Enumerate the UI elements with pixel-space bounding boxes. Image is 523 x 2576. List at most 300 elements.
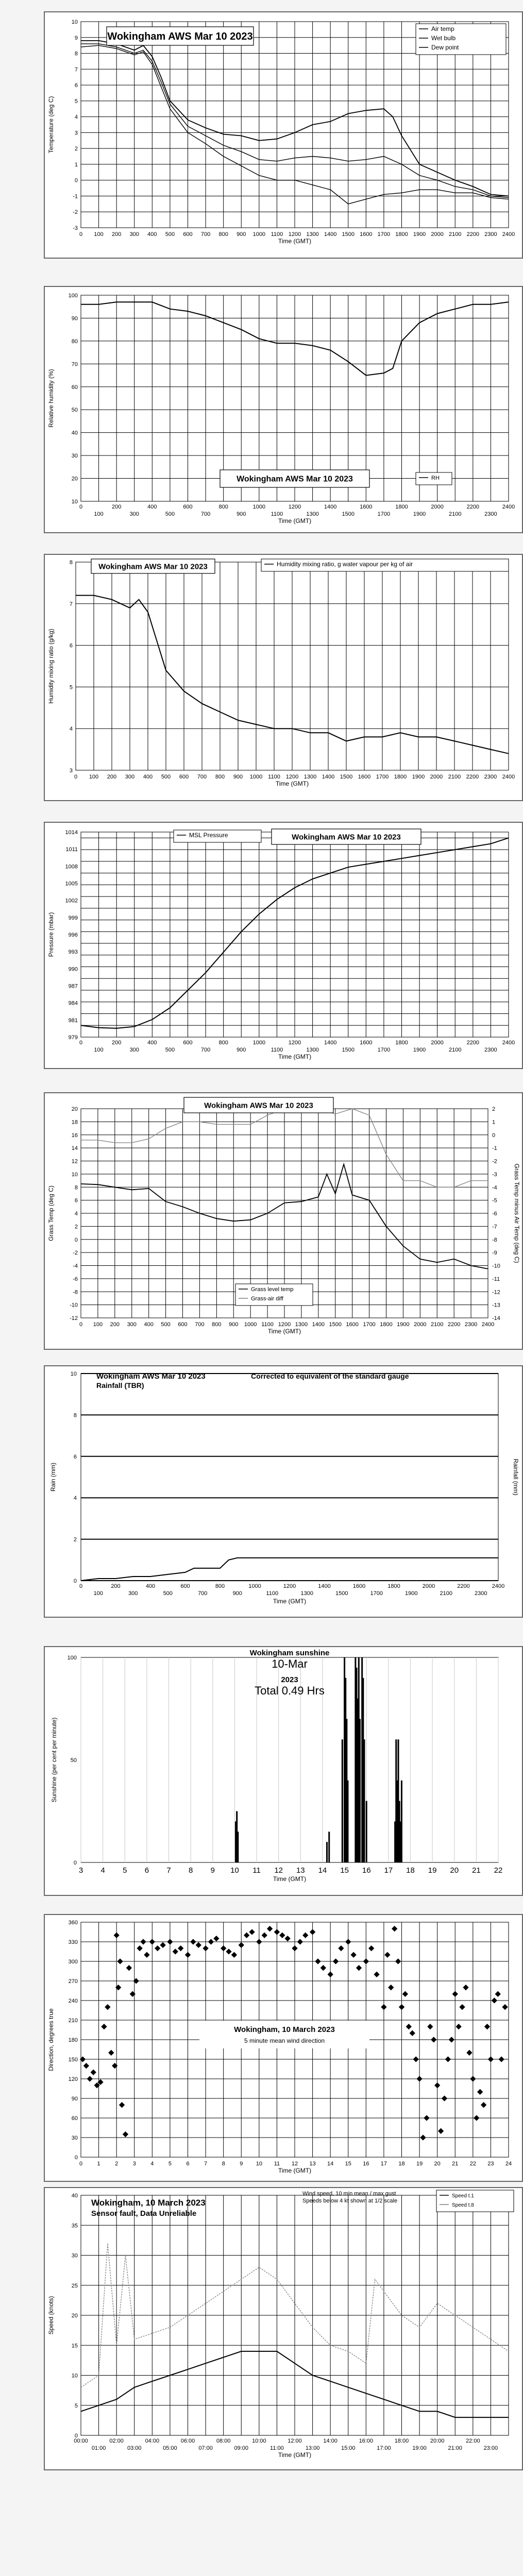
x-tick-label: 15	[340, 1866, 349, 1875]
x-tick-label: 13:00	[305, 2445, 320, 2451]
x-tick-label: 9	[210, 1866, 215, 1875]
y-tick-label: 20	[71, 476, 78, 482]
y-tick-label: 8	[73, 1412, 77, 1419]
x-tick-label: 1200	[288, 504, 301, 510]
x-tick-label: 600	[178, 1321, 188, 1328]
y-tick-label: 5	[74, 98, 78, 105]
x-tick-label: 500	[163, 1590, 173, 1597]
x-tick-label: 1000	[252, 1040, 266, 1046]
x-tick-label: 1700	[377, 511, 391, 517]
x-tick-label: 10	[230, 1866, 239, 1875]
x-tick-label: 3	[78, 1866, 83, 1875]
x-tick-label: 500	[161, 774, 171, 780]
sunshine-bar	[328, 1832, 330, 1862]
x-tick-label: 18	[398, 2161, 405, 2167]
legend-entry: RH	[431, 475, 440, 481]
x-tick-label: 1100	[271, 511, 283, 517]
y-tick-label: 120	[68, 2076, 78, 2082]
y-tick-label: 20	[71, 2313, 78, 2319]
x-tick-label: 14:00	[323, 2438, 338, 2444]
x-tick-label: 02:00	[109, 2438, 124, 2444]
y-tick-label: 15	[71, 2343, 78, 2349]
y-axis-label: Direction, degrees true	[47, 2008, 55, 2071]
x-axis-label: Time (GMT)	[267, 1328, 301, 1335]
x-tick-label: 1400	[324, 231, 337, 238]
x-tick-label: 14	[318, 1866, 327, 1875]
x-tick-label: 1500	[342, 231, 355, 238]
y-tick-label: 6	[73, 1453, 77, 1460]
x-tick-label: 900	[237, 231, 246, 238]
y-tick-label: 40	[71, 430, 78, 436]
sunshine-bar	[237, 1832, 239, 1862]
x-tick-label: 2000	[414, 1321, 427, 1328]
x-tick-label: 1600	[352, 1583, 366, 1589]
x-tick-label: 900	[237, 1047, 246, 1053]
x-tick-label: 200	[111, 504, 122, 510]
x-tick-label: 400	[147, 1040, 157, 1046]
x-tick-label: 11	[252, 1866, 261, 1875]
plot-area	[81, 1374, 498, 1581]
y-tick-label: 9	[74, 35, 78, 41]
x-tick-label: 800	[218, 231, 228, 238]
y2-tick-label: -13	[492, 1302, 500, 1309]
x-tick-label: 600	[179, 774, 189, 780]
x-tick-label: 1700	[377, 231, 391, 238]
x-tick-label: 06:00	[180, 2438, 195, 2444]
x-tick-label: 7	[166, 1866, 171, 1875]
y-axis-label: Humidity mixing ratio (g/kg)	[47, 629, 55, 704]
x-tick-label: 1900	[413, 1047, 426, 1053]
x-tick-label: 100	[94, 231, 104, 238]
y-tick-label: 1002	[65, 897, 78, 904]
y-tick-label: 8	[74, 50, 78, 57]
x-tick-label: 23	[487, 2161, 494, 2167]
x-tick-label: 2000	[430, 774, 443, 780]
x-tick-label: 22:00	[466, 2438, 480, 2444]
y-tick-label: 8	[74, 1184, 78, 1191]
y2-tick-label: -10	[492, 1263, 500, 1269]
x-tick-label: 1800	[395, 231, 408, 238]
x-tick-label: 00:00	[74, 2438, 88, 2444]
y-tick-label: 30	[71, 453, 78, 460]
x-tick-label: 20	[434, 2161, 441, 2167]
x-tick-label: 19:00	[412, 2445, 427, 2451]
x-tick-label: 20:00	[430, 2438, 445, 2444]
chart-year: 2023	[281, 1675, 298, 1684]
x-tick-label: 5	[123, 1866, 127, 1875]
legend	[416, 24, 506, 55]
chart-title: Wokingham AWS Mar 10 2023	[96, 1372, 206, 1381]
x-tick-label: 2000	[422, 1583, 435, 1589]
x-tick-label: 8	[188, 1866, 193, 1875]
y-tick-label: -3	[73, 225, 78, 231]
x-tick-label: 500	[161, 1321, 171, 1328]
x-tick-label: 500	[165, 231, 175, 238]
x-axis-label: Time (GMT)	[273, 1875, 307, 1883]
y2-tick-label: -11	[492, 1276, 500, 1282]
x-tick-label: 900	[232, 1590, 242, 1597]
x-tick-label: 1500	[342, 511, 355, 517]
chart-title: Wokingham AWS Mar 10 2023	[98, 562, 208, 571]
x-tick-label: 700	[200, 1047, 211, 1053]
x-tick-label: 1100	[271, 1047, 283, 1053]
x-tick-label: 19	[428, 1866, 437, 1875]
x-tick-label: 1000	[244, 1321, 257, 1328]
y-tick-label: 40	[71, 2193, 78, 2199]
x-tick-label: 1500	[329, 1321, 342, 1328]
x-tick-label: 13	[309, 2161, 316, 2167]
y-tick-label: 984	[68, 1000, 78, 1007]
humidity-chart-panel	[44, 286, 523, 533]
x-tick-label: 4	[150, 2161, 154, 2167]
x-tick-label: 600	[180, 1583, 190, 1589]
x-tick-label: 900	[229, 1321, 239, 1328]
x-tick-label: 1200	[285, 774, 299, 780]
temperature-chart	[45, 12, 522, 258]
y2-tick-label: -7	[492, 1224, 497, 1230]
x-tick-label: 1800	[387, 1583, 400, 1589]
grass-temp-chart	[45, 1093, 522, 1349]
x-tick-label: 700	[200, 511, 211, 517]
y-tick-label: 0	[74, 1236, 78, 1243]
x-tick-label: 200	[107, 774, 117, 780]
x-tick-label: 1900	[412, 774, 425, 780]
y-tick-label: 6	[74, 82, 78, 89]
y-axis-label: Relative humidity (%)	[47, 369, 55, 428]
y-tick-label: 150	[68, 2057, 78, 2063]
x-tick-label: 300	[128, 1590, 138, 1597]
x-tick-label: 2200	[466, 231, 480, 238]
sunshine-bar	[342, 1739, 343, 1862]
x-tick-label: 1100	[266, 1590, 279, 1597]
y-tick-label: -2	[73, 209, 78, 216]
y-tick-label: -2	[73, 1250, 78, 1257]
x-tick-label: 1800	[395, 504, 408, 510]
x-tick-label: 2400	[481, 1321, 495, 1328]
y-tick-label: 300	[68, 1959, 78, 1965]
x-tick-label: 2000	[431, 1040, 444, 1046]
y2-tick-label: -8	[492, 1236, 497, 1243]
pressure-chart	[45, 823, 522, 1068]
y-tick-label: 1008	[65, 863, 78, 870]
sunshine-bar	[366, 1801, 367, 1862]
x-tick-label: 2100	[449, 511, 462, 517]
chart-subtitle: 5 minute mean wind direction	[244, 2037, 325, 2044]
x-tick-label: 0	[79, 231, 83, 238]
legend-entry: MSL Pressure	[189, 832, 228, 839]
y-tick-label: 180	[68, 2037, 78, 2043]
x-tick-label: 900	[237, 511, 246, 517]
legend-entry: Grass level temp	[251, 1286, 294, 1293]
y-tick-label: -12	[70, 1315, 78, 1321]
x-tick-label: 5	[168, 2161, 172, 2167]
y-tick-label: 60	[71, 2115, 78, 2122]
x-tick-label: 800	[218, 1040, 228, 1046]
y-tick-label: 12	[71, 1158, 78, 1165]
y-tick-label: 270	[68, 1978, 78, 1985]
x-tick-label: 700	[198, 1590, 208, 1597]
x-tick-label: 15:00	[341, 2445, 356, 2451]
sunshine-bar	[401, 1781, 402, 1862]
x-tick-label: 07:00	[198, 2445, 213, 2451]
legend-entry: Humidity mixing ratio, g water vapour per kg of air	[277, 561, 413, 568]
x-tick-label: 700	[200, 231, 211, 238]
x-tick-label: 800	[215, 1583, 225, 1589]
x-tick-label: 1800	[380, 1321, 393, 1328]
x-tick-label: 100	[89, 774, 99, 780]
x-tick-label: 12:00	[288, 2438, 302, 2444]
x-tick-label: 15	[345, 2161, 351, 2167]
chart-title: Wokingham, 10 March 2023	[91, 2198, 206, 2208]
x-tick-label: 23:00	[483, 2445, 498, 2451]
x-tick-label: 16:00	[359, 2438, 374, 2444]
x-tick-label: 1300	[306, 1047, 319, 1053]
x-tick-label: 2300	[484, 774, 497, 780]
y-tick-label: 0	[74, 177, 78, 184]
x-tick-label: 2400	[502, 231, 515, 238]
y-tick-label: 6	[69, 642, 73, 649]
x-tick-label: 1300	[295, 1321, 308, 1328]
x-tick-label: 1900	[397, 1321, 410, 1328]
grass-temp-chart-panel	[44, 1092, 523, 1350]
x-tick-label: 10	[256, 2161, 262, 2167]
x-tick-label: 1100	[268, 774, 280, 780]
x-tick-label: 100	[93, 1321, 103, 1328]
x-tick-label: 18:00	[394, 2438, 409, 2444]
y-tick-label: 330	[68, 1939, 78, 1945]
y2-tick-label: -4	[492, 1184, 497, 1191]
x-tick-label: 500	[165, 511, 175, 517]
y-tick-label: -10	[70, 1302, 78, 1309]
x-tick-label: 21	[472, 1866, 481, 1875]
sunshine-bar	[359, 1719, 361, 1862]
x-tick-label: 300	[127, 1321, 137, 1328]
sunshine-bar	[347, 1781, 348, 1862]
y-tick-label: 10	[71, 1171, 78, 1178]
x-tick-label: 0	[79, 1040, 83, 1046]
x-axis-label: Time (GMT)	[278, 517, 312, 524]
chart-total: Total 0.49 Hrs	[255, 1684, 325, 1697]
y-tick-label: -8	[73, 1289, 78, 1296]
x-tick-label: 1	[97, 2161, 100, 2167]
legend-entry: Speed t.8	[452, 2202, 474, 2208]
x-tick-label: 1700	[377, 1047, 391, 1053]
x-tick-label: 100	[93, 1590, 103, 1597]
x-tick-label: 2400	[502, 504, 515, 510]
x-tick-label: 09:00	[234, 2445, 249, 2451]
x-tick-label: 6	[144, 1866, 149, 1875]
x-tick-label: 200	[110, 1321, 120, 1328]
y-tick-label: 90	[71, 315, 78, 322]
y-tick-label: 2	[74, 146, 78, 152]
x-tick-label: 2300	[484, 231, 497, 238]
x-tick-label: 500	[165, 1047, 175, 1053]
x-axis-label: Time (GMT)	[278, 1053, 312, 1060]
temperature-chart-panel	[44, 11, 523, 259]
x-tick-label: 700	[197, 774, 207, 780]
x-tick-label: 0	[74, 774, 78, 780]
x-tick-label: 1300	[306, 511, 319, 517]
x-tick-label: 1100	[261, 1321, 274, 1328]
x-tick-label: 14	[327, 2161, 334, 2167]
x-tick-label: 16	[363, 2161, 369, 2167]
chart-note: Speeds below 4 kt shown at 1/2 scale	[302, 2198, 398, 2204]
x-tick-label: 13	[296, 1866, 305, 1875]
x-tick-label: 0	[79, 2161, 83, 2167]
chart-note: Corrected to equivalent of the standard gauge	[251, 1372, 409, 1380]
y-tick-label: 1014	[65, 829, 78, 836]
x-tick-label: 12	[291, 2161, 298, 2167]
humidity-chart	[45, 287, 522, 532]
x-tick-label: 1000	[252, 504, 266, 510]
x-tick-label: 17	[384, 1866, 393, 1875]
x-axis-label: Time (GMT)	[275, 780, 309, 787]
sunshine-bar	[326, 1842, 328, 1862]
legend	[436, 2190, 514, 2212]
y2-tick-label: -3	[492, 1171, 497, 1178]
chart-title: Wokingham AWS Mar 10 2023	[292, 833, 401, 842]
y-axis-label: Sunshine (per cent per minute)	[50, 1717, 58, 1803]
x-tick-label: 1600	[360, 1040, 373, 1046]
x-tick-label: 800	[212, 1321, 222, 1328]
y-tick-label: 18	[71, 1119, 78, 1126]
y-tick-label: 1005	[65, 880, 78, 887]
x-tick-label: 1200	[288, 231, 301, 238]
y-tick-label: 0	[74, 2433, 78, 2439]
x-tick-label: 1000	[252, 231, 266, 238]
x-tick-label: 1600	[360, 231, 373, 238]
y-axis-label: Pressure (mbar)	[47, 912, 55, 957]
x-tick-label: 10:00	[252, 2438, 266, 2444]
y-tick-label: 3	[74, 130, 78, 137]
y-tick-label: 25	[71, 2282, 78, 2289]
x-tick-label: 1400	[318, 1583, 331, 1589]
x-tick-label: 1700	[363, 1321, 376, 1328]
y-tick-label: -1	[73, 193, 78, 200]
legend-entry: Speed t.1	[452, 2193, 474, 2199]
x-tick-label: 8	[222, 2161, 225, 2167]
x-tick-label: 1800	[395, 1040, 408, 1046]
y-tick-label: 90	[71, 2096, 78, 2102]
rainfall-chart	[45, 1366, 522, 1617]
x-tick-label: 17:00	[377, 2445, 391, 2451]
x-tick-label: 100	[94, 1047, 104, 1053]
y-axis-label: Speed (knots)	[47, 2296, 55, 2335]
wind-direction-chart-panel	[44, 1914, 523, 2182]
wind-speed-chart-panel	[44, 2187, 523, 2470]
x-tick-label: 200	[111, 1583, 121, 1589]
x-tick-label: 600	[183, 231, 193, 238]
x-tick-label: 3	[132, 2161, 136, 2167]
y-tick-label: 4	[74, 114, 78, 121]
x-tick-label: 400	[144, 1321, 154, 1328]
y-tick-label: 4	[73, 1495, 77, 1502]
y-tick-label: 999	[68, 914, 78, 921]
x-tick-label: 2100	[431, 1321, 444, 1328]
y2-tick-label: 0	[492, 1132, 496, 1139]
x-axis-label: Time (GMT)	[278, 2167, 312, 2174]
y2-tick-label: -2	[492, 1158, 497, 1165]
y2-tick-label: -1	[492, 1145, 497, 1152]
y-tick-label: -4	[73, 1263, 78, 1269]
y-tick-label: 1	[74, 161, 78, 168]
y2-tick-label: 1	[492, 1119, 496, 1126]
x-tick-label: 400	[143, 774, 153, 780]
x-tick-label: 200	[111, 231, 122, 238]
y-tick-label: -6	[73, 1276, 78, 1282]
chart-title: Wokingham, 10 March 2023	[234, 2025, 335, 2034]
x-tick-label: 1900	[413, 231, 426, 238]
x-tick-label: 1200	[283, 1583, 296, 1589]
x-axis-label: Time (GMT)	[278, 2451, 312, 2459]
x-tick-label: 400	[147, 231, 157, 238]
y-tick-label: 30	[71, 2135, 78, 2141]
wind-direction-chart	[45, 1915, 522, 2181]
x-tick-label: 2200	[466, 1040, 480, 1046]
x-tick-label: 2100	[440, 1590, 452, 1597]
x-tick-label: 2300	[464, 1321, 478, 1328]
x-tick-label: 0	[79, 1583, 83, 1589]
sunshine-bar	[363, 1739, 365, 1862]
x-tick-label: 1700	[376, 774, 389, 780]
x-tick-label: 600	[183, 504, 193, 510]
chart-title: Wokingham sunshine	[249, 1649, 330, 1657]
x-axis-label: Time (GMT)	[273, 1598, 307, 1605]
y-axis-label: Temperature (deg C)	[47, 96, 55, 154]
y-tick-label: 2	[73, 1536, 77, 1543]
x-tick-label: 9	[240, 2161, 243, 2167]
x-tick-label: 700	[195, 1321, 205, 1328]
y-tick-label: 993	[68, 949, 78, 956]
x-tick-label: 03:00	[127, 2445, 142, 2451]
x-tick-label: 1500	[340, 774, 353, 780]
x-tick-label: 200	[111, 1040, 122, 1046]
x-tick-label: 1500	[342, 1047, 355, 1053]
x-tick-label: 24	[505, 2161, 512, 2167]
x-tick-label: 2000	[431, 504, 444, 510]
x-tick-label: 05:00	[163, 2445, 177, 2451]
x-tick-label: 04:00	[145, 2438, 160, 2444]
x-tick-label: 17	[380, 2161, 387, 2167]
chart-date: 10-Mar	[272, 1657, 308, 1670]
x-tick-label: 2100	[448, 774, 461, 780]
x-tick-label: 1400	[324, 504, 337, 510]
x-tick-label: 1400	[312, 1321, 325, 1328]
chart-title: Wokingham AWS Mar 10 2023	[237, 474, 353, 484]
legend-entry: Wet bulb	[431, 35, 456, 42]
x-tick-label: 1600	[360, 504, 373, 510]
x-tick-label: 01:00	[91, 2445, 106, 2451]
x-tick-label: 400	[147, 504, 157, 510]
y-tick-label: 0	[73, 1578, 77, 1584]
y-tick-label: 7	[74, 66, 78, 73]
x-tick-label: 1700	[370, 1590, 383, 1597]
x-tick-label: 900	[233, 774, 243, 780]
y2-tick-label: -9	[492, 1250, 497, 1257]
x-tick-label: 2300	[484, 1047, 497, 1053]
x-tick-label: 1400	[322, 774, 335, 780]
mixing-ratio-chart	[45, 555, 522, 800]
y2-tick-label: -5	[492, 1197, 497, 1204]
y-tick-label: 7	[69, 601, 73, 607]
y-tick-label: 100	[67, 1655, 77, 1661]
x-tick-label: 1600	[358, 774, 371, 780]
sunshine-chart	[45, 1647, 522, 1895]
y2-tick-label: -14	[492, 1315, 500, 1321]
x-tick-label: 1900	[405, 1590, 418, 1597]
x-tick-label: 16	[362, 1866, 371, 1875]
y-tick-label: 30	[71, 2252, 78, 2259]
